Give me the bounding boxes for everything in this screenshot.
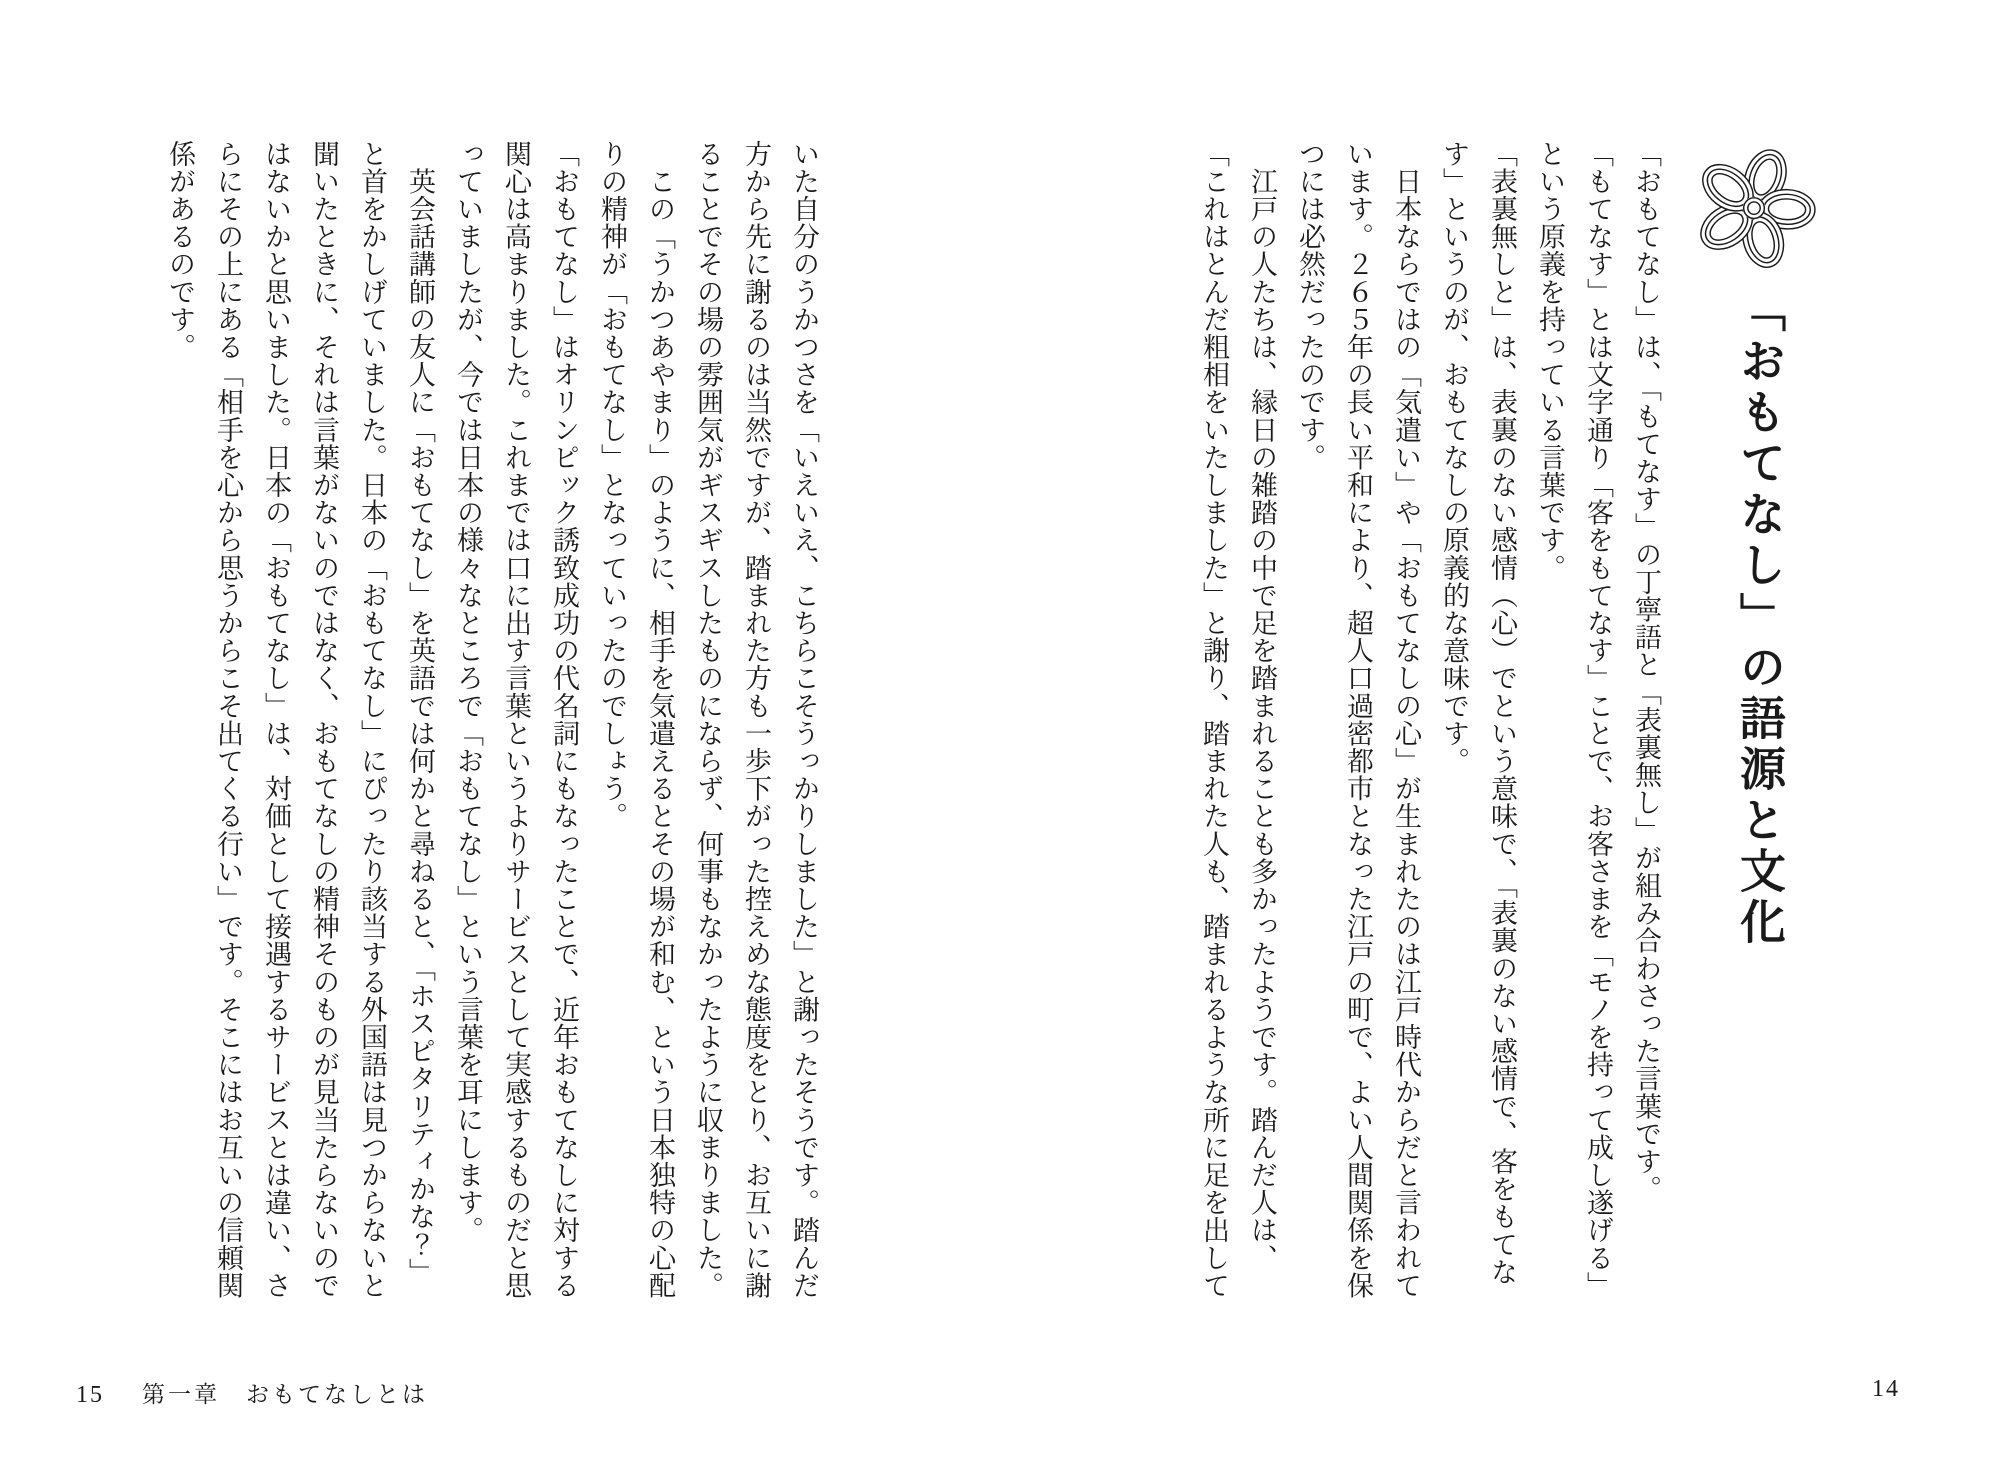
page-number-left: 15 (76, 1382, 104, 1408)
text-column: りの精神が「おもてなし」となっていったのでしょう。 (597, 140, 627, 830)
text-column: はないかと思いました。日本の「おもてなし」は、対価として接遇するサービスとは違い、さ (261, 140, 291, 1300)
text-column: ることでその場の雰囲気がギスギスしたものにならず、何事もなかったように収まりました。 (693, 140, 723, 1300)
text-column: す」というのが、おもてなしの原義的な意味です。 (1439, 140, 1469, 775)
text-column: 方から先に謝るのは当然ですが、踏まれた方も一歩下がった控えめな態度をとり、お互いに謝 (741, 140, 771, 1300)
text-column: 聞いたときに、それは言葉がないのではなく、おもてなしの精神そのものが見当たらないので (309, 140, 339, 1300)
text-column: つには必然だったのです。 (1295, 140, 1325, 472)
text-column: 「もてなす」とは文字通り「客をもてなす」ことで、お客さまを「モノを持って成し遂げる」 (1583, 140, 1613, 1300)
footer-chapter-label: 第一章 おもてなしとは (142, 1382, 428, 1407)
text-column: という原義を持っている言葉です。 (1535, 140, 1565, 582)
body-text-left (156, 140, 828, 1300)
text-column: っていましたが、今では日本の様々なところで「おもてなし」という言葉を耳にします。 (453, 140, 483, 1244)
text-column: と首をかしげていました。日本の「おもてなし」にぴったり該当する外国語は見つからないと (357, 140, 387, 1300)
page-number-right: 14 (1872, 1376, 1900, 1402)
text-column: 英会話講師の友人に「おもてなし」を英語では何かと尋ねると、「ホスピタリティかな？」 (405, 140, 435, 1286)
text-column: 関心は高まりました。これまでは口に出す言葉というよりサービスとして実感するものだと思 (501, 140, 531, 1300)
text-column: 江戸の人たちは、縁日の雑踏の中で足を踏まれることも多かったようです。踏んだ人は、 (1247, 140, 1277, 1272)
text-column: 「おもてなし」はオリンピック誘致成功の代名詞にもなったことで、近年おもてなしに対する (549, 140, 579, 1300)
footer-left (76, 1376, 428, 1409)
text-column: 「これはとんだ粗相をいたしました」と謝り、踏まれた人も、踏まれるような所に足を出して (1199, 140, 1229, 1300)
text-column: 「おもてなし」は、「もてなす」の丁寧語と「表裏無し」が組み合わさった言葉です。 (1631, 140, 1661, 1203)
text-column: 「表裏無しと」は、表裏のない感情（心）でという意味で、「表裏のない感情で、客をもてな (1487, 140, 1517, 1286)
text-column: 係があるのです。 (165, 140, 195, 361)
text-column: らにその上にある「相手を心から思うからこそ出てくる行い」です。そこにはお互いの信頼関 (213, 140, 243, 1300)
text-column: います。２６５年の長い平和により、超人口過密都市となった江戸の町で、よい人間関係を保 (1343, 140, 1373, 1300)
text-column: いた自分のうかつさを「いえいえ、こちらこそうっかりしました」と謝ったそうです。踏んだ (789, 140, 819, 1300)
chapter-title: 「おもてなし」の語源と文化 (1734, 286, 1785, 949)
text-column: この「うかつあやまり」のように、相手を気遣えるとその場が和む、という日本独特の心配 (645, 140, 675, 1300)
text-column: 日本ならではの「気遣い」や「おもてなしの心」が生まれたのは江戸時代からだと言われて (1391, 140, 1421, 1300)
